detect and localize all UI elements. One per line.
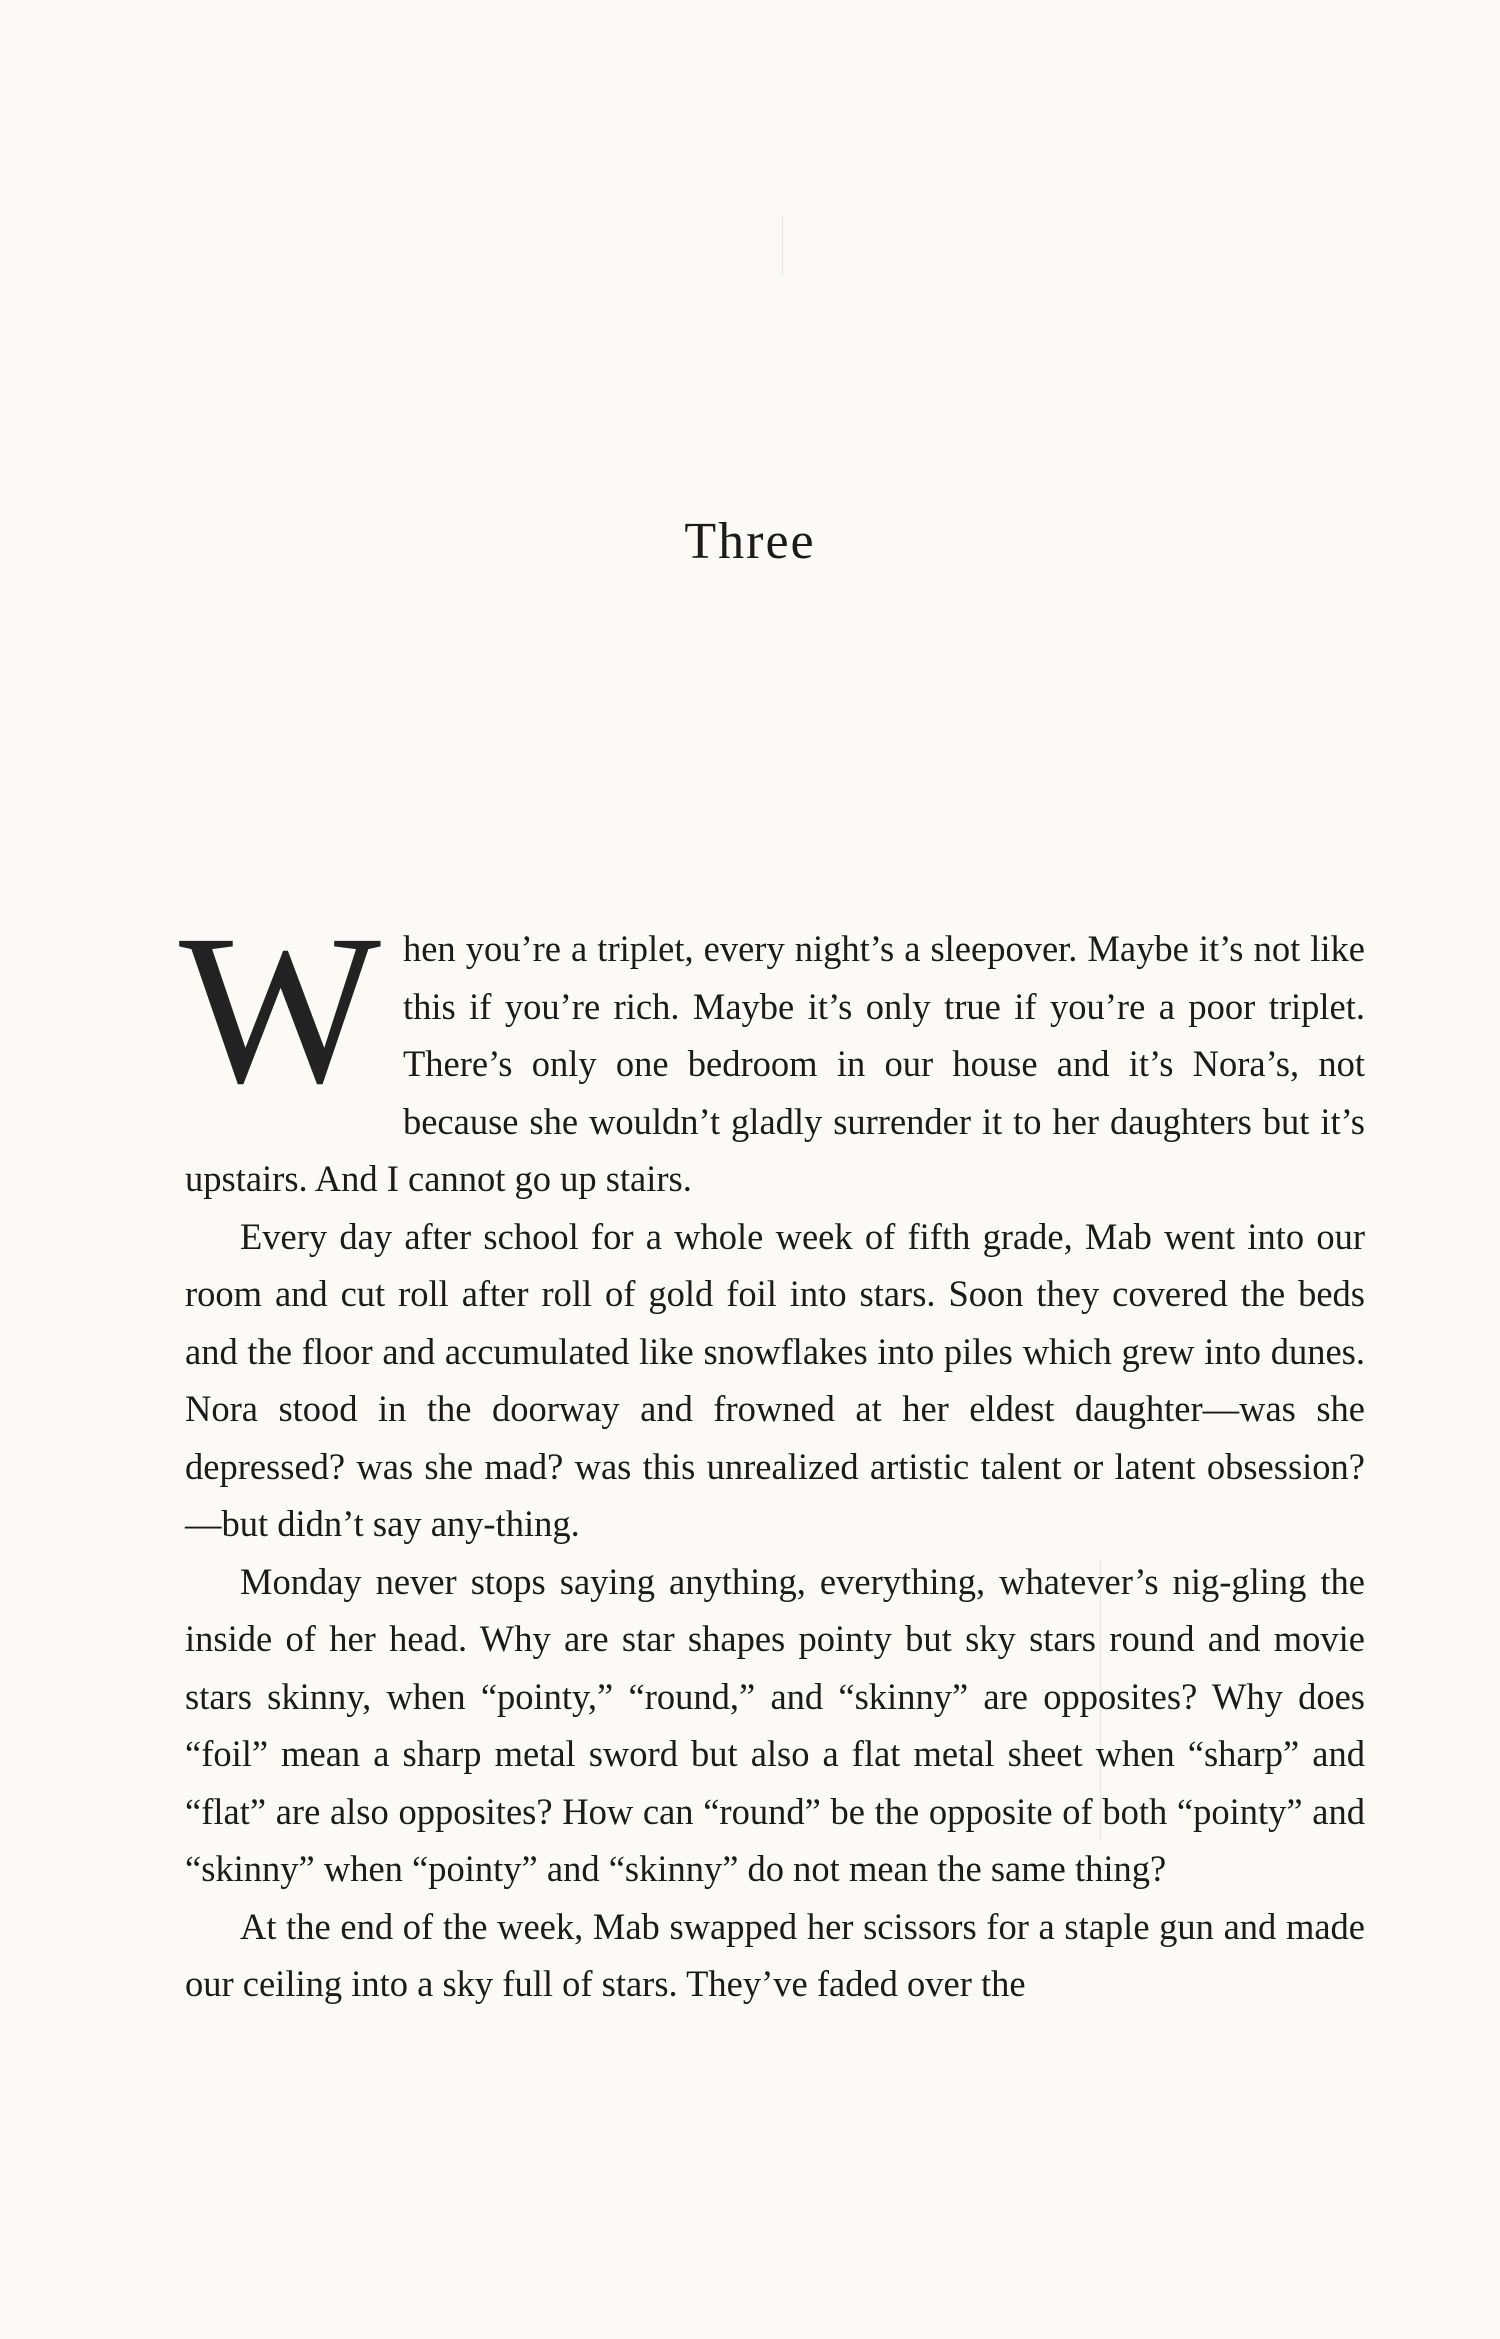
paragraph-4: At the end of the week, Mab swapped her scissors for a staple gun and made our ceiling into a sky full of stars. They’ve faded over the — [185, 1905, 1365, 2004]
chapter-title: Three — [684, 513, 816, 570]
paragraph-3: Monday never stops saying anything, everything, whatever’s nig-gling the inside of her head. Why are star shapes pointy but sky stars round and movie stars skinny, when “pointy,” “round,” and “skinny” are opposites? Why does “foil” mean a sharp metal sword but also a flat metal sheet when “sharp” and “flat” are also opposites? How can “round” be the opposite of both “pointy” and “skinny” when “pointy” and “skinny” do not mean the same thing? — [185, 1560, 1365, 1889]
drop-cap-letter: W — [179, 891, 381, 1128]
scan-artifact-line — [782, 215, 783, 275]
paragraph-2: Every day after school for a whole week of fifth grade, Mab went into our room and cut roll after roll of gold foil into stars. Soon they covered the beds and the floor and accumulated like snowflakes into piles which grew into dunes. Nora stood in the doorway and frowned at her eldest daughter—was she depressed? was she mad? was this unrealized artistic talent or latent obsession?—but didn’t say any-thing. — [185, 1215, 1365, 1544]
chapter-body-text — [179, 891, 1365, 2013]
paragraph-1-text: hen you’re a triplet, every night’s a sleepover. Maybe it’s not like this if you’re rich. Maybe it’s only true if you’re a poor triplet. There’s only one bedroom in our house and it’s Nora’s, not because she wouldn’t gladly surrender it to her daughters but it’s upstairs. And I cannot go up stairs. — [185, 928, 1365, 1199]
paragraph-1 — [179, 891, 1365, 1208]
